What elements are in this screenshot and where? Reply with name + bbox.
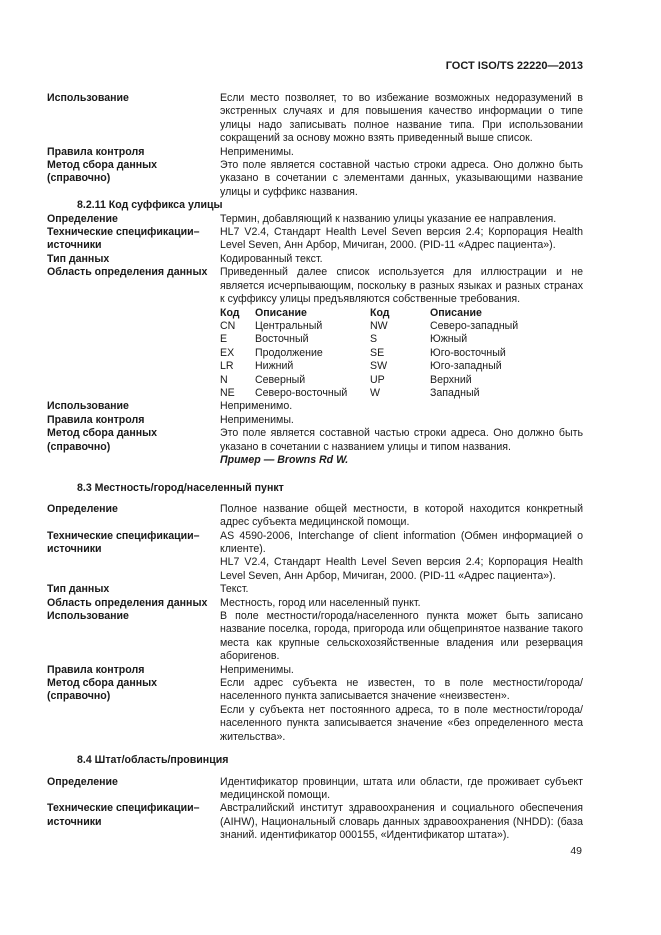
field-definition (47, 213, 583, 226)
table-cell: Западный (430, 386, 480, 399)
field-method (47, 159, 583, 199)
field-value: Местность, город или населенный пункт. (220, 596, 421, 609)
label-line: источники (47, 239, 102, 252)
table-cell: Восточный (255, 333, 309, 346)
tech-source-a: AS 4590-2006, Interchange of client information (Обмен информацией о клиенте). (220, 529, 583, 555)
table-cell: CN (220, 319, 236, 332)
field-label: Правила контроля (47, 413, 145, 426)
table-cell: NE (220, 386, 235, 399)
label-line: Метод сбора данных (47, 159, 158, 172)
field-datatype (47, 253, 583, 266)
field-value: Неприменимы. (220, 145, 294, 158)
section-heading-8-2-11: 8.2.11 Код суффикса улицы (77, 199, 223, 212)
field-value (220, 427, 583, 467)
field-label: Использование (47, 92, 129, 104)
table-cell: UP (370, 373, 385, 386)
field-label (47, 159, 220, 199)
field-datatype (47, 583, 583, 596)
field-value: Текст. (220, 583, 249, 596)
field-label: Использование (47, 400, 129, 413)
table-cell: Верхний (430, 373, 472, 386)
field-usage (47, 400, 583, 413)
table-cell: SE (370, 346, 385, 359)
field-tech (47, 530, 583, 584)
table-cell: Центральный (255, 319, 323, 332)
label-line: источники (47, 543, 102, 555)
table-row (220, 374, 583, 387)
field-label: Область определения данных (47, 266, 208, 279)
label-line: Метод сбора данных (47, 677, 158, 690)
method-text: Это поле является составной частью строки адреса. Оно должно быть указано в сочетании с названием улицы и типом названия. (220, 427, 583, 453)
column-header: Описание (255, 306, 307, 319)
field-rules (47, 414, 583, 427)
field-value: Неприменимы. (220, 413, 294, 426)
label-line: (справочно) (47, 690, 111, 703)
field-definition (47, 503, 583, 530)
table-cell: W (370, 386, 380, 399)
table-cell: Северо-западный (430, 319, 519, 332)
field-label (47, 226, 220, 253)
field-label: Определение (47, 212, 118, 225)
label-line: Технические спецификации– (47, 226, 200, 239)
field-value: Полное название общей местности, в которой находится конкретный адрес субъекта медицинской помощи. (220, 502, 583, 529)
suffix-codes-table (220, 307, 583, 401)
column-header: Описание (430, 306, 482, 319)
field-tech (47, 226, 583, 253)
field-definition (47, 776, 583, 803)
field-value (220, 530, 583, 584)
label-line: Метод сбора данных (47, 427, 158, 440)
table-cell: Продолжение (255, 346, 323, 359)
field-tech (47, 802, 583, 842)
label-line: источники (47, 815, 102, 828)
field-usage (47, 92, 583, 146)
page-content (47, 92, 583, 843)
label-line: (справочно) (47, 172, 111, 185)
field-label (47, 677, 220, 744)
table-row (220, 387, 583, 400)
field-value (220, 266, 583, 400)
table-cell: Северо-восточный (255, 386, 348, 399)
field-value: HL7 V2.4, Стандарт Health Level Seven версия 2.4; Корпорация Health Level Seven, Анн Арбор, Мичиган, 2000. (PID-11 «Адрес пациента»). (220, 226, 583, 252)
label-line: Технические спецификации– (47, 529, 200, 542)
field-domain (47, 597, 583, 610)
field-value: Австралийский институт здравоохранения и социального обеспечения (AIHW), Национальный словарь данных здравоохранения (NHDD): (база знаний. идентификатор 000155, «Идентификатор штата»). (220, 802, 583, 842)
field-value: Это поле является составной частью строки адреса. Оно должно быть указано в сочетании с элементами данных, указывающими название улицы и суффикс названия. (220, 159, 583, 198)
method-text-a: Если адрес субъекта не известен, то в поле местности/города/населенного пункта записывается значение «неизвестен». (220, 677, 583, 703)
table-cell: NW (370, 319, 388, 332)
example-text: Пример — Browns Rd W. (220, 453, 349, 466)
table-header-row (220, 307, 583, 320)
field-rules (47, 146, 583, 159)
field-value: В поле местности/города/населенного пункта может быть записано название поселка, города, пригорода или общепринятое название такого места как крупные сельскохозяйственные владения или резервация аборигенов. (220, 610, 583, 663)
field-label: Определение (47, 775, 118, 788)
field-value (220, 677, 583, 744)
section-heading-8-4: 8.4 Штат/область/провинция (77, 754, 229, 767)
section-heading-8-3: 8.3 Местность/город/населенный пункт (77, 482, 284, 495)
page-number: 49 (570, 845, 582, 857)
field-label (47, 427, 220, 467)
field-value: Неприменимо. (220, 400, 293, 413)
table-row (220, 333, 583, 346)
table-cell: S (370, 333, 378, 346)
field-rules (47, 664, 583, 677)
table-cell: E (220, 333, 228, 346)
table-cell: N (220, 373, 228, 386)
table-cell: Юго-западный (430, 360, 502, 373)
domain-text: Приведенный далее список используется для иллюстрации и не является исчерпывающим, поскольку в разных языках и разных странах к суффиксу улицы предъявляются собственные требования. (220, 266, 583, 306)
label-line: Технические спецификации– (47, 802, 200, 815)
document-id: ГОСТ ISO/TS 22220—2013 (445, 60, 583, 72)
field-label: Использование (47, 610, 129, 623)
table-row (220, 320, 583, 333)
field-label: Правила контроля (47, 145, 145, 158)
table-cell: LR (220, 360, 234, 373)
table-cell: Юго-восточный (430, 346, 506, 359)
field-label: Тип данных (47, 252, 110, 265)
table-cell: EX (220, 346, 235, 359)
table-row (220, 360, 583, 373)
tech-source-b: HL7 V2.4, Стандарт Health Level Seven версия 2.4; Корпорация Health Level Seven, Анн Арбор, Мичиган, 2000. (PID-11 «Адрес пациента»). (220, 556, 583, 582)
field-value: Кодированный текст. (220, 252, 323, 265)
table-cell: Северный (255, 373, 306, 386)
table-row (220, 347, 583, 360)
method-text-b: Если у субъекта нет постоянного адреса, то в поле местности/города/населенного пункта записывается значение «без определенного места жительства». (220, 703, 583, 743)
field-label (47, 802, 220, 842)
field-value: Если место позволяет, то во избежание возможных недоразумений в экстренных случаях и для повышения качество информации о типе улицы надо записывать полное название типа. При использовании сокращений за основу можно взять приведенный выше список. (220, 92, 583, 145)
field-method (47, 427, 583, 467)
field-value: Неприменимы. (220, 663, 294, 676)
field-value: Идентификатор провинции, штата или области, где проживает субъект медицинской помощи. (220, 775, 583, 801)
field-label: Область определения данных (47, 596, 208, 609)
field-label (47, 530, 220, 584)
label-line: (справочно) (47, 440, 111, 453)
table-cell: SW (370, 360, 388, 373)
field-value: Термин, добавляющий к названию улицы указание ее направления. (220, 212, 557, 225)
field-method (47, 677, 583, 744)
column-header: Код (370, 306, 390, 319)
column-header: Код (220, 306, 240, 319)
table-cell: Нижний (255, 360, 294, 373)
field-label: Определение (47, 502, 118, 515)
field-label: Тип данных (47, 583, 110, 596)
table-cell: Южный (430, 333, 468, 346)
field-label: Правила контроля (47, 663, 145, 676)
field-domain (47, 266, 583, 400)
field-usage (47, 610, 583, 664)
